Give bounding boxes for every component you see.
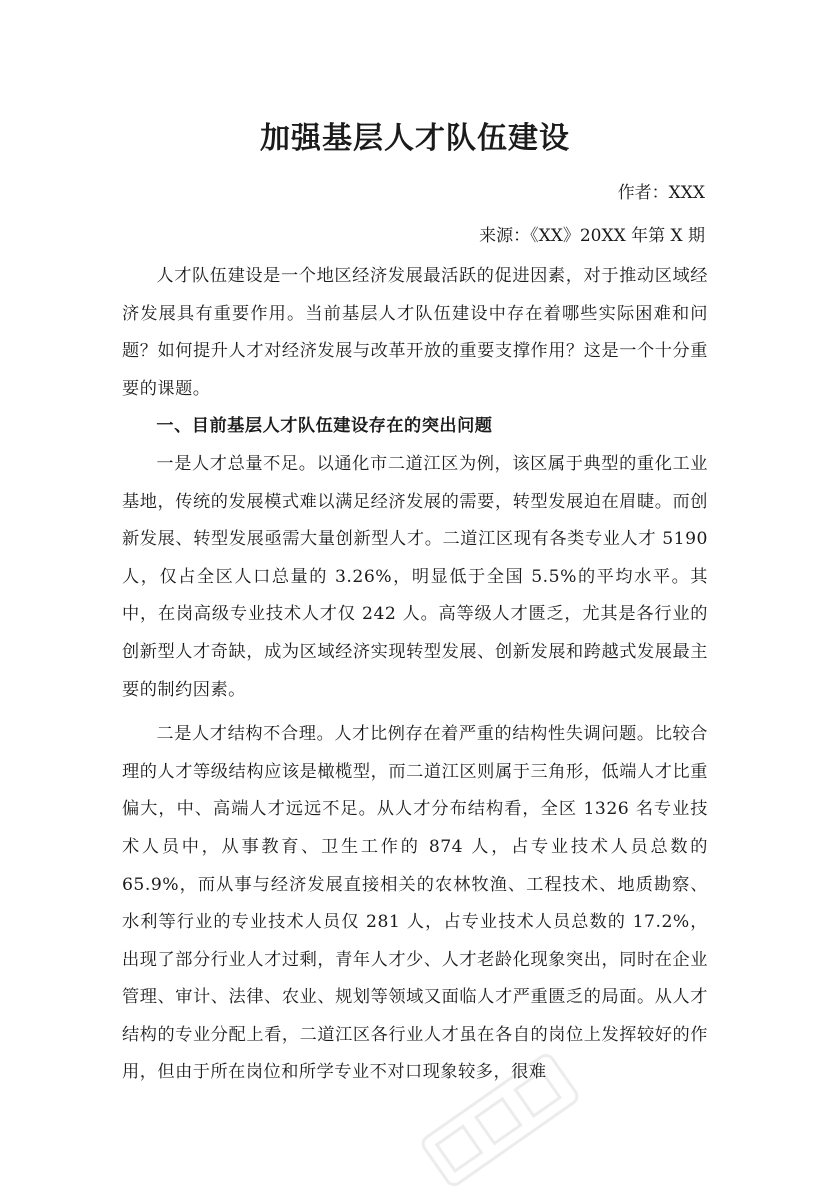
author-line: 作者：XXX [617,183,705,203]
source-line: 来源：《XX》20XX 年第 X 期 [479,226,705,246]
intro-paragraph: 人才队伍建设是一个地区经济发展最活跃的促进因素，对于推动区域经济发展具有重要作用。当前基层人才队伍建设中存在着哪些实际困难和问题？如何提升人才对经济发展与改革开放的重要支撑作用？这是一个十分重要的课题。 [122,266,708,399]
body-paragraph: 二是人才结构不合理。人才比例存在着严重的结构性失调问题。比较合理的人才等级结构应该是橄榄型，而二道江区则属于三角形，低端人才比重偏大，中、高端人才远远不足。从人才分布结构看，全区 1326 名专业技术人员中，从事教育、卫生工作的 874 人，占专业技术人员总数的 65.9%，而从事与经济发展直接相关的农林牧渔、工程技术、地质勘察、水利等行业的专业技术人员仅 281 人，占专业技术人员总数的 17.2%，出现了部分行业人才过剩，青年人才少、人才老龄化现象突出，同时在企业管理、审计、法律、农业、规划等领域又面临人才严重匮乏的局面。从人才结构的专业分配上看，二道江区各行业人才虽在各自的岗位上发挥较好的作用，但由于所在岗位和所学专业不对口现象较多，很难 [122,724,708,1083]
article-body [122,258,708,1092]
body-paragraph: 一是人才总量不足。以通化市二道江区为例，该区属于典型的重化工业基地，传统的发展模式难以满足经济发展的需要，转型发展迫在眉睫。而创新发展、转型发展亟需大量创新型人才。二道江区现有各类专业人才 5190 人，仅占全区人口总量的 3.26%，明显低于全国 5.5%的平均水平。其中，在岗高级专业技术人才仅 242 人。高等级人才匮乏，尤其是各行业的创新型人才奇缺，成为区域经济实现转型发展、创新发展和跨越式发展最主要的制约因素。 [122,453,708,700]
paragraph-gap [122,709,708,716]
section-heading: 一、目前基层人才队伍建设存在的突出问题 [156,416,493,437]
document-title: 加强基层人才队伍建设 [260,121,570,156]
